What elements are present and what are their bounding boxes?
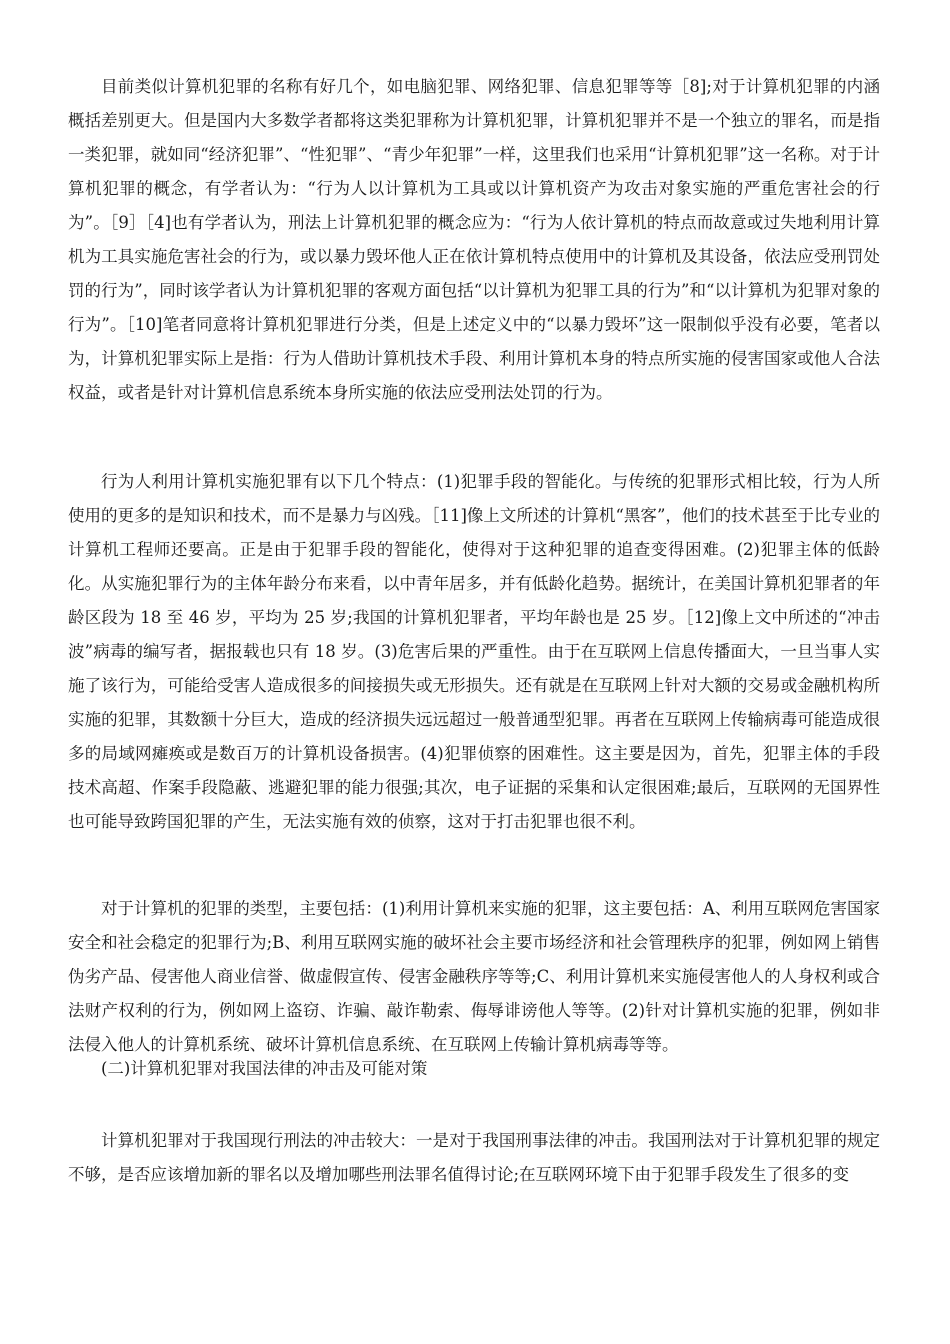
section-heading: (二)计算机犯罪对我国法律的冲击及可能对策 [101,1059,428,1078]
paragraph-computer-crime-definition: 目前类似计算机犯罪的名称有好几个，如电脑犯罪、网络犯罪、信息犯罪等等［8];对于计算机犯罪的内涵概括差别更大。但是国内大多数学者都将这类犯罪称为计算机犯罪，计算机犯罪并不是一个独立的罪名，而是指一类犯罪，就如同“经济犯罪”、“性犯罪”、“青少年犯罪”一样，这里我们也采用“计算机犯罪”这一名称。对于计算机犯罪的概念，有学者认为：“行为人以计算机为工具或以计算机资产为攻击对象实施的严重危害社会的行为”。［9］［4]也有学者认为，刑法上计算机犯罪的概念应为：“行为人依计算机的特点而故意或过失地利用计算机为工具实施危害社会的行为，或以暴力毁坏他人正在依计算机特点使用中的计算机及其设备，依法应受刑罚处罚的行为”，同时该学者认为计算机犯罪的客观方面包括“以计算机为犯罪工具的行为”和“以计算机为犯罪对象的行为”。［10]笔者同意将计算机犯罪进行分类，但是上述定义中的“以暴力毁坏”这一限制似乎没有必要，笔者以为，计算机犯罪实际上是指：行为人借助计算机技术手段、利用计算机本身的特点所实施的侵害国家或他人合法权益，或者是针对计算机信息系统本身所实施的依法应受刑法处罚的行为。 [68,77,880,402]
paragraph-crime-characteristics: 行为人利用计算机实施犯罪有以下几个特点：(1)犯罪手段的智能化。与传统的犯罪形式相比较，行为人所使用的更多的是知识和技术，而不是暴力与凶残。［11]像上文所述的计算机“黑客”，他们的技术甚至于比专业的计算机工程师还要高。正是由于犯罪手段的智能化，使得对于这种犯罪的追查变得困难。(2)犯罪主体的低龄化。从实施犯罪行为的主体年龄分布来看，以中青年居多，并有低龄化趋势。据统计，在美国计算机犯罪者的年龄区段为 18 至 46 岁，平均为 25 岁;我国的计算机犯罪者，平均年龄也是 25 岁。［12]像上文中所述的“冲击波”病毒的编写者，据报载也只有 18 岁。(3)危害后果的严重性。由于在互联网上信息传播面大，一旦当事人实施了该行为，可能给受害人造成很多的间接损失或无形损失。还有就是在互联网上针对大额的交易或金融机构所实施的犯罪，其数额十分巨大，造成的经济损失远远超过一般普通型犯罪。再者在互联网上传输病毒可能造成很多的局域网瘫痪或是数百万的计算机设备损害。(4)犯罪侦察的困难性。这主要是因为，首先，犯罪主体的手段技术高超、作案手段隐蔽、逃避犯罪的能力很强;其次，电子证据的采集和认定很困难;最后，互联网的无国界性也可能导致跨国犯罪的产生，无法实施有效的侦察，这对于打击犯罪也很不利。 [68,472,880,831]
paragraph-crime-types: 对于计算机的犯罪的类型，主要包括：(1)利用计算机来实施的犯罪，这主要包括：A、利用互联网危害国家安全和社会稳定的犯罪行为;B、利用互联网实施的破坏社会主要市场经济和社会管理秩序的犯罪，例如网上销售伪劣产品、侵害他人商业信誉、做虚假宣传、侵害金融秩序等等;C、利用计算机来实施侵害他人的人身权利或合法财产权利的行为，例如网上盗窃、诈骗、敲诈勒索、侮辱诽谤他人等等。(2)针对计算机实施的犯罪，例如非法侵入他人的计算机系统、破坏计算机信息系统、在互联网上传输计算机病毒等等。 [68,899,880,1054]
paragraph-legal-impact: 计算机犯罪对于我国现行刑法的冲击较大：一是对于我国刑事法律的冲击。我国刑法对于计算机犯罪的规定不够，是否应该增加新的罪名以及增加哪些刑法罪名值得讨论;在互联网环境下由于犯罪手段发生了很多的变 [68,1131,880,1184]
